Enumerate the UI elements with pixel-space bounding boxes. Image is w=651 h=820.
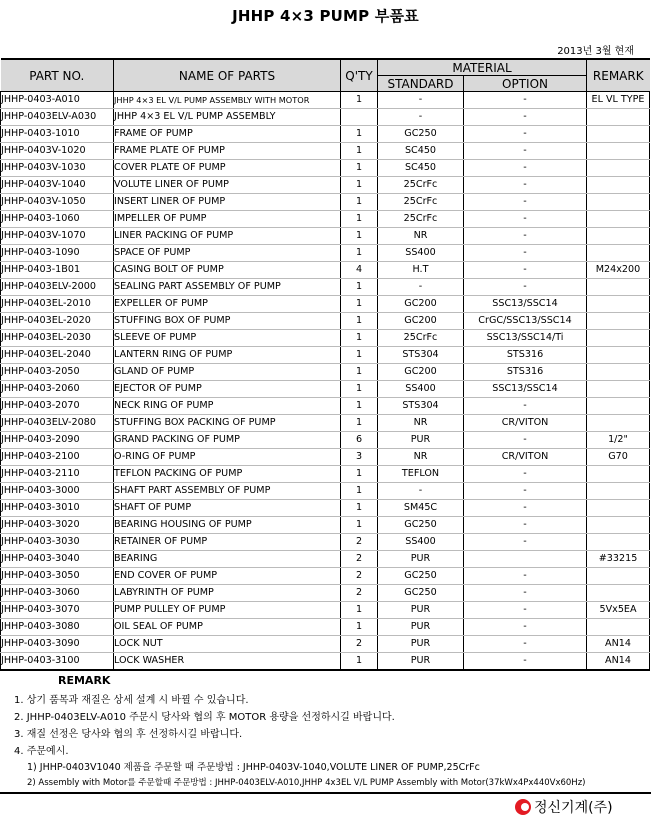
cell-remark (587, 160, 650, 177)
cell-option: - (464, 279, 587, 296)
cell-part-no: JHHP-0403ELV-A030 (1, 109, 114, 126)
cell-option: - (464, 92, 587, 109)
cell-option: SSC13/SSC14/Ti (464, 330, 587, 347)
cell-remark (587, 211, 650, 228)
cell-remark (587, 483, 650, 500)
cell-standard: SM45C (378, 500, 464, 517)
table-row (1, 92, 650, 109)
header-standard: STANDARD (378, 76, 464, 92)
cell-part-name: OIL SEAL OF PUMP (114, 619, 341, 636)
cell-part-name: SEALING PART ASSEMBLY OF PUMP (114, 279, 341, 296)
cell-qty: 1 (341, 653, 378, 671)
cell-qty: 1 (341, 211, 378, 228)
cell-remark: 1/2" (587, 432, 650, 449)
table-row (1, 330, 650, 347)
cell-standard: SS400 (378, 245, 464, 262)
note-1: 1. 상기 품목과 재질은 상세 설계 시 바뀔 수 있습니다. (14, 695, 249, 706)
cell-option: - (464, 466, 587, 483)
cell-qty: 1 (341, 160, 378, 177)
cell-remark (587, 228, 650, 245)
cell-qty: 2 (341, 551, 378, 568)
company-logo-icon (515, 799, 531, 815)
table-row (1, 636, 650, 653)
cell-part-no: JHHP-0403-2090 (1, 432, 114, 449)
cell-part-name: JHHP 4×3 EL V/L PUMP ASSEMBLY (114, 109, 341, 126)
cell-qty: 2 (341, 534, 378, 551)
cell-standard: 25CrFc (378, 194, 464, 211)
cell-standard: PUR (378, 636, 464, 653)
cell-option: - (464, 517, 587, 534)
cell-part-no: JHHP-0403-3080 (1, 619, 114, 636)
table-row (1, 194, 650, 211)
table-row (1, 262, 650, 279)
document-title: JHHP 4×3 PUMP 부품표 (232, 7, 419, 25)
cell-part-name: GRAND PACKING OF PUMP (114, 432, 341, 449)
cell-part-name: LOCK NUT (114, 636, 341, 653)
cell-standard: PUR (378, 619, 464, 636)
cell-part-name: STUFFING BOX PACKING OF PUMP (114, 415, 341, 432)
parts-table-body (1, 92, 650, 671)
document-date: 2013년 3월 현재 (557, 46, 634, 57)
cell-part-no: JHHP-0403-2100 (1, 449, 114, 466)
cell-option: - (464, 109, 587, 126)
table-row (1, 347, 650, 364)
table-row (1, 432, 650, 449)
order-example-2: 2) Assembly with Motor를 주문할때 주문방법 : JHHP-0403ELV-A010,JHHP 4x3EL V/L PUMP Assembly with Motor(37kWx4Px440Vx60Hz) (27, 778, 586, 788)
cell-part-no: JHHP-0403-3010 (1, 500, 114, 517)
cell-part-name: BEARING HOUSING OF PUMP (114, 517, 341, 534)
cell-part-no: JHHP-0403-3070 (1, 602, 114, 619)
cell-part-no: JHHP-0403ELV-2000 (1, 279, 114, 296)
cell-qty: 1 (341, 347, 378, 364)
cell-part-no: JHHP-0403-A010 (1, 92, 114, 109)
table-row (1, 313, 650, 330)
cell-standard: PUR (378, 602, 464, 619)
cell-qty: 1 (341, 500, 378, 517)
cell-part-no: JHHP-0403-1060 (1, 211, 114, 228)
cell-qty: 1 (341, 296, 378, 313)
cell-part-no: JHHP-0403-2110 (1, 466, 114, 483)
cell-standard: - (378, 109, 464, 126)
cell-part-no: JHHP-0403-2070 (1, 398, 114, 415)
table-row (1, 619, 650, 636)
cell-remark (587, 517, 650, 534)
order-example-1: 1) JHHP-0403V1040 제품을 주문할 때 주문방법 : JHHP-0403V-1040,VOLUTE LINER OF PUMP,25CrFc (27, 762, 480, 773)
table-row (1, 109, 650, 126)
cell-remark (587, 296, 650, 313)
cell-part-no: JHHP-0403-3090 (1, 636, 114, 653)
cell-standard: GC250 (378, 568, 464, 585)
cell-part-no: JHHP-0403-1B01 (1, 262, 114, 279)
cell-part-name: PUMP PULLEY OF PUMP (114, 602, 341, 619)
cell-qty: 2 (341, 568, 378, 585)
cell-option: - (464, 602, 587, 619)
cell-part-no: JHHP-0403-3020 (1, 517, 114, 534)
cell-option: - (464, 636, 587, 653)
cell-part-no: JHHP-0403V-1040 (1, 177, 114, 194)
cell-qty: 1 (341, 92, 378, 109)
cell-standard: TEFLON (378, 466, 464, 483)
cell-remark (587, 568, 650, 585)
cell-remark: #33215 (587, 551, 650, 568)
header-option: OPTION (464, 76, 587, 92)
cell-part-no: JHHP-0403ELV-2080 (1, 415, 114, 432)
cell-part-name: TEFLON PACKING OF PUMP (114, 466, 341, 483)
cell-standard: GC250 (378, 585, 464, 602)
note-3: 3. 재질 선정은 당사와 협의 후 선정하시길 바랍니다. (14, 729, 243, 740)
cell-option: - (464, 177, 587, 194)
table-row (1, 466, 650, 483)
cell-option: - (464, 143, 587, 160)
cell-option: - (464, 534, 587, 551)
cell-remark (587, 619, 650, 636)
cell-part-no: JHHP-0403-3030 (1, 534, 114, 551)
cell-option: STS316 (464, 347, 587, 364)
table-row (1, 245, 650, 262)
cell-qty: 1 (341, 619, 378, 636)
cell-standard: GC200 (378, 364, 464, 381)
header-qty: Q'TY (341, 59, 378, 92)
cell-part-name: IMPELLER OF PUMP (114, 211, 341, 228)
cell-qty: 1 (341, 245, 378, 262)
table-row (1, 364, 650, 381)
cell-part-name: LANTERN RING OF PUMP (114, 347, 341, 364)
table-row (1, 602, 650, 619)
cell-qty: 1 (341, 398, 378, 415)
table-row (1, 126, 650, 143)
cell-remark: M24x200 (587, 262, 650, 279)
cell-part-no: JHHP-0403V-1020 (1, 143, 114, 160)
cell-standard: PUR (378, 432, 464, 449)
cell-qty: 4 (341, 262, 378, 279)
cell-remark (587, 466, 650, 483)
cell-part-no: JHHP-0403EL-2040 (1, 347, 114, 364)
cell-option: - (464, 432, 587, 449)
cell-qty: 1 (341, 364, 378, 381)
table-row (1, 398, 650, 415)
table-row (1, 415, 650, 432)
cell-part-no: JHHP-0403V-1070 (1, 228, 114, 245)
table-row (1, 551, 650, 568)
cell-part-name: SHAFT OF PUMP (114, 500, 341, 517)
table-row (1, 177, 650, 194)
cell-option: - (464, 619, 587, 636)
cell-remark (587, 194, 650, 211)
cell-remark: 5Vx5EA (587, 602, 650, 619)
cell-standard: 25CrFc (378, 211, 464, 228)
cell-part-no: JHHP-0403-3060 (1, 585, 114, 602)
cell-standard: GC250 (378, 517, 464, 534)
cell-qty: 1 (341, 177, 378, 194)
cell-option: CrGC/SSC13/SSC14 (464, 313, 587, 330)
cell-qty: 1 (341, 126, 378, 143)
cell-qty: 1 (341, 279, 378, 296)
cell-option: - (464, 500, 587, 517)
table-row (1, 500, 650, 517)
cell-remark (587, 381, 650, 398)
cell-qty: 1 (341, 483, 378, 500)
cell-remark (587, 143, 650, 160)
bottom-divider (0, 792, 651, 794)
cell-standard: SS400 (378, 534, 464, 551)
table-row (1, 568, 650, 585)
cell-standard: - (378, 279, 464, 296)
cell-part-name: EXPELLER OF PUMP (114, 296, 341, 313)
cell-remark: EL VL TYPE (587, 92, 650, 109)
note-4: 4. 주문예시. (14, 746, 69, 757)
cell-part-name: VOLUTE LINER OF PUMP (114, 177, 341, 194)
cell-remark (587, 364, 650, 381)
cell-option: - (464, 245, 587, 262)
cell-qty: 1 (341, 517, 378, 534)
cell-remark: AN14 (587, 636, 650, 653)
company-name: 정신기계(주) (534, 800, 613, 816)
cell-option: SSC13/SSC14 (464, 296, 587, 313)
cell-part-no: JHHP-0403-3040 (1, 551, 114, 568)
cell-remark: AN14 (587, 653, 650, 671)
cell-standard: SC450 (378, 143, 464, 160)
cell-qty: 1 (341, 143, 378, 160)
cell-standard: SS400 (378, 381, 464, 398)
header-part-no: PART NO. (1, 59, 114, 92)
cell-standard: NR (378, 415, 464, 432)
cell-option: - (464, 568, 587, 585)
cell-qty: 6 (341, 432, 378, 449)
cell-standard: STS304 (378, 347, 464, 364)
cell-qty: 1 (341, 330, 378, 347)
cell-remark (587, 126, 650, 143)
cell-part-name: GLAND OF PUMP (114, 364, 341, 381)
cell-part-name: SLEEVE OF PUMP (114, 330, 341, 347)
cell-part-no: JHHP-0403V-1030 (1, 160, 114, 177)
cell-option: - (464, 483, 587, 500)
cell-part-name: LABYRINTH OF PUMP (114, 585, 341, 602)
cell-option: - (464, 585, 587, 602)
cell-qty: 1 (341, 228, 378, 245)
table-row (1, 143, 650, 160)
cell-part-name: BEARING (114, 551, 341, 568)
cell-qty: 1 (341, 415, 378, 432)
cell-option: - (464, 126, 587, 143)
cell-qty: 1 (341, 381, 378, 398)
cell-option (464, 551, 587, 568)
table-row (1, 449, 650, 466)
cell-part-name: CASING BOLT OF PUMP (114, 262, 341, 279)
table-row (1, 228, 650, 245)
cell-standard: NR (378, 228, 464, 245)
cell-option: - (464, 211, 587, 228)
cell-part-name: INSERT LINER OF PUMP (114, 194, 341, 211)
cell-part-name: O-RING OF PUMP (114, 449, 341, 466)
cell-part-name: SHAFT PART ASSEMBLY OF PUMP (114, 483, 341, 500)
cell-part-no: JHHP-0403-1090 (1, 245, 114, 262)
cell-option: - (464, 194, 587, 211)
cell-qty: 1 (341, 194, 378, 211)
cell-qty: 1 (341, 602, 378, 619)
table-row (1, 160, 650, 177)
cell-standard: - (378, 483, 464, 500)
cell-part-no: JHHP-0403V-1050 (1, 194, 114, 211)
table-row (1, 585, 650, 602)
cell-standard: - (378, 92, 464, 109)
cell-part-name: JHHP 4×3 EL V/L PUMP ASSEMBLY WITH MOTOR (114, 92, 341, 109)
cell-part-no: JHHP-0403-2050 (1, 364, 114, 381)
cell-standard: GC200 (378, 296, 464, 313)
cell-option: CR/VITON (464, 415, 587, 432)
cell-part-name: RETAINER OF PUMP (114, 534, 341, 551)
cell-remark: G70 (587, 449, 650, 466)
cell-part-no: JHHP-0403EL-2020 (1, 313, 114, 330)
cell-part-no: JHHP-0403-2060 (1, 381, 114, 398)
header-remark: REMARK (587, 59, 650, 92)
company-mark (515, 797, 613, 817)
cell-option: - (464, 160, 587, 177)
table-row (1, 211, 650, 228)
cell-remark (587, 585, 650, 602)
cell-part-name: NECK RING OF PUMP (114, 398, 341, 415)
cell-part-no: JHHP-0403-3050 (1, 568, 114, 585)
cell-qty (341, 109, 378, 126)
cell-part-no: JHHP-0403EL-2030 (1, 330, 114, 347)
cell-standard: GC250 (378, 126, 464, 143)
cell-option: - (464, 653, 587, 671)
table-row (1, 279, 650, 296)
cell-remark (587, 534, 650, 551)
cell-part-name: LOCK WASHER (114, 653, 341, 671)
cell-standard: PUR (378, 551, 464, 568)
cell-part-no: JHHP-0403EL-2010 (1, 296, 114, 313)
cell-remark (587, 313, 650, 330)
cell-standard: SC450 (378, 160, 464, 177)
cell-standard: H.T (378, 262, 464, 279)
table-row (1, 483, 650, 500)
cell-option: STS316 (464, 364, 587, 381)
cell-option: - (464, 398, 587, 415)
cell-remark (587, 109, 650, 126)
header-name: NAME OF PARTS (114, 59, 341, 92)
table-row (1, 534, 650, 551)
table-row (1, 381, 650, 398)
cell-qty: 2 (341, 636, 378, 653)
cell-remark (587, 398, 650, 415)
cell-part-name: FRAME PLATE OF PUMP (114, 143, 341, 160)
cell-standard: 25CrFc (378, 177, 464, 194)
table-row (1, 296, 650, 313)
note-2: 2. JHHP-0403ELV-A010 주문시 당사와 협의 후 MOTOR 용량을 선정하시길 바랍니다. (14, 712, 395, 723)
cell-part-name: EJECTOR OF PUMP (114, 381, 341, 398)
cell-qty: 1 (341, 313, 378, 330)
cell-part-no: JHHP-0403-3000 (1, 483, 114, 500)
cell-standard: 25CrFc (378, 330, 464, 347)
remark-title: REMARK (58, 674, 111, 687)
cell-qty: 3 (341, 449, 378, 466)
cell-remark (587, 347, 650, 364)
cell-option: CR/VITON (464, 449, 587, 466)
cell-part-name: LINER PACKING OF PUMP (114, 228, 341, 245)
cell-part-no: JHHP-0403-3100 (1, 653, 114, 671)
cell-qty: 2 (341, 585, 378, 602)
cell-part-name: END COVER OF PUMP (114, 568, 341, 585)
cell-part-name: SPACE OF PUMP (114, 245, 341, 262)
cell-standard: STS304 (378, 398, 464, 415)
cell-standard: PUR (378, 653, 464, 671)
cell-part-name: COVER PLATE OF PUMP (114, 160, 341, 177)
cell-remark (587, 330, 650, 347)
cell-part-name: FRAME OF PUMP (114, 126, 341, 143)
table-row (1, 653, 650, 671)
cell-standard: GC200 (378, 313, 464, 330)
cell-remark (587, 415, 650, 432)
table-row (1, 517, 650, 534)
cell-option: - (464, 262, 587, 279)
cell-part-no: JHHP-0403-1010 (1, 126, 114, 143)
cell-option: - (464, 228, 587, 245)
cell-qty: 1 (341, 466, 378, 483)
cell-remark (587, 500, 650, 517)
cell-remark (587, 177, 650, 194)
cell-part-name: STUFFING BOX OF PUMP (114, 313, 341, 330)
cell-remark (587, 279, 650, 296)
parts-table (0, 58, 650, 671)
header-material: MATERIAL (378, 59, 587, 76)
cell-remark (587, 245, 650, 262)
cell-standard: NR (378, 449, 464, 466)
cell-option: SSC13/SSC14 (464, 381, 587, 398)
